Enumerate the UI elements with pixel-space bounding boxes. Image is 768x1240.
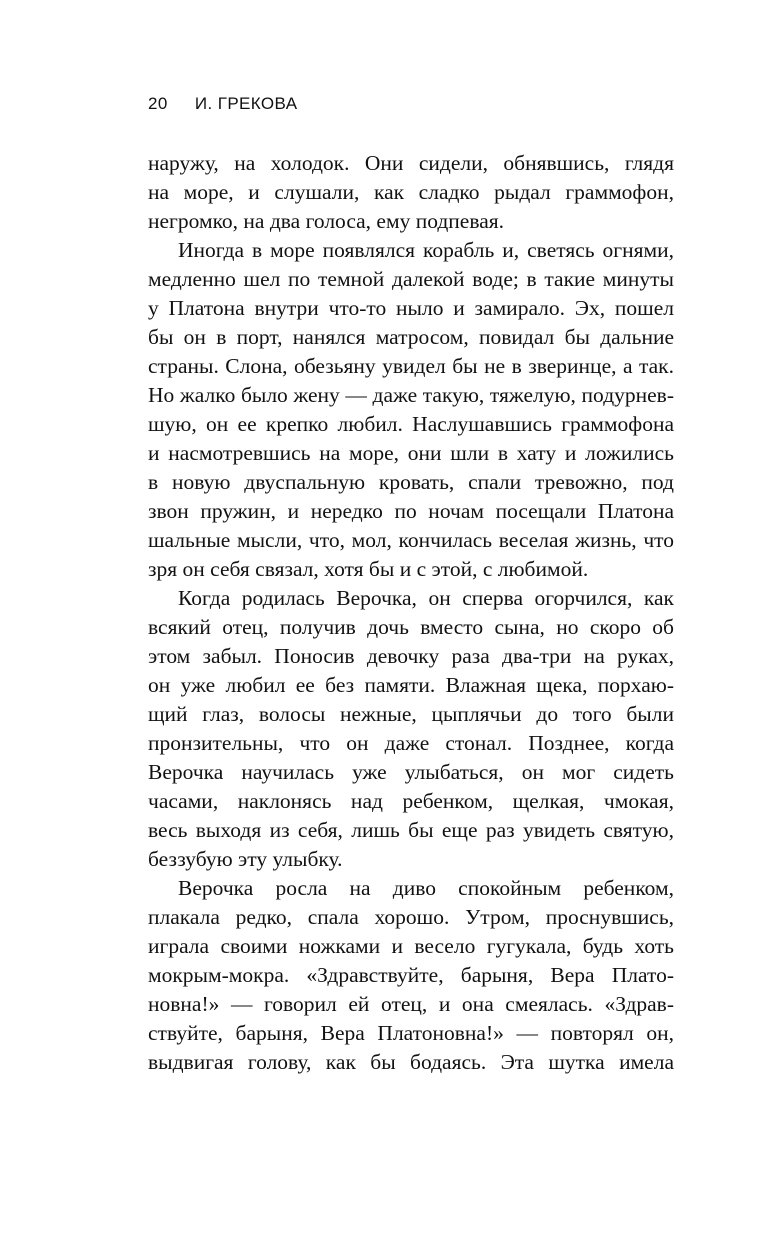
text-line: играла своими ножками и весело гугукала, будь хоть (148, 934, 674, 958)
text-line: страны. Слона, обезьяну увидел бы не в зверинце, а так. (148, 354, 674, 378)
text-line: на море, и слушали, как сладко рыдал граммофон, (148, 180, 674, 204)
text-line: в новую двуспальную кровать, спали тревожно, под (148, 470, 674, 494)
text-line: этом забыл. Поносив девочку раза два-три на руках, (148, 644, 674, 668)
text-line: он уже любил ее без памяти. Влажная щека, порхаю- (148, 673, 674, 697)
text-line: у Платона внутри что-то ныло и замирало. Эх, пошел (148, 296, 674, 320)
text-line: новна!» — говорил ей отец, и она смеялась. «Здрав- (148, 992, 674, 1016)
text-line: ствуйте, барыня, Вера Платоновна!» — повторял он, (148, 1021, 674, 1045)
text-line: мокрым-мокра. «Здравствуйте, барыня, Вера Плато- (148, 963, 674, 987)
text-line: весь выходя из себя, лишь бы еще раз увидеть святую, (148, 818, 674, 842)
text-line: негромко, на два голоса, ему подпевая. (148, 209, 504, 233)
text-line: Но жалко было жену — даже такую, тяжелую, подурнев- (148, 383, 674, 407)
text-line: щий глаз, волосы нежные, цыплячьи до того были (148, 702, 674, 726)
text-line: наружу, на холодок. Они сидели, обнявшись, глядя (148, 151, 674, 175)
text-line: Верочка научилась уже улыбаться, он мог сидеть (148, 760, 674, 784)
text-line: всякий отец, получив дочь вместо сына, но скоро об (148, 615, 674, 639)
text-line: выдвигая голову, как бы бодаясь. Эта шутка имела (148, 1050, 674, 1074)
author-name: И. ГРЕКОВА (194, 94, 298, 113)
text-line: шальные мысли, что, мол, кончилась веселая жизнь, что (148, 528, 674, 552)
text-line: зря он себя связал, хотя бы и с этой, с любимой. (148, 557, 589, 581)
text-line: бы он в порт, нанялся матросом, повидал бы дальние (148, 325, 674, 349)
text-line: плакала редко, спала хорошо. Утром, проснувшись, (148, 905, 674, 929)
text-line: и насмотревшись на море, они шли в хату и ложились (148, 441, 674, 465)
text-line: беззубую эту улыбку. (148, 847, 343, 871)
running-head (148, 94, 297, 114)
text-line: Когда родилась Верочка, он сперва огорчился, как (178, 586, 674, 610)
text-line: Верочка росла на диво спокойным ребенком, (178, 876, 674, 900)
text-line: Иногда в море появлялся корабль и, светясь огнями, (178, 238, 674, 262)
text-line: медленно шел по темной далекой воде; в такие минуты (148, 267, 674, 291)
page-number: 20 (148, 94, 168, 113)
text-line: пронзительны, что он даже стонал. Позднее, когда (148, 731, 674, 755)
text-line: часами, наклонясь над ребенком, щелкая, чмокая, (148, 789, 674, 813)
body-text (148, 149, 674, 1077)
text-line: звон пружин, и нередко по ночам посещали Платона (148, 499, 674, 523)
text-line: шую, он ее крепко любил. Наслушавшись граммофона (148, 412, 674, 436)
